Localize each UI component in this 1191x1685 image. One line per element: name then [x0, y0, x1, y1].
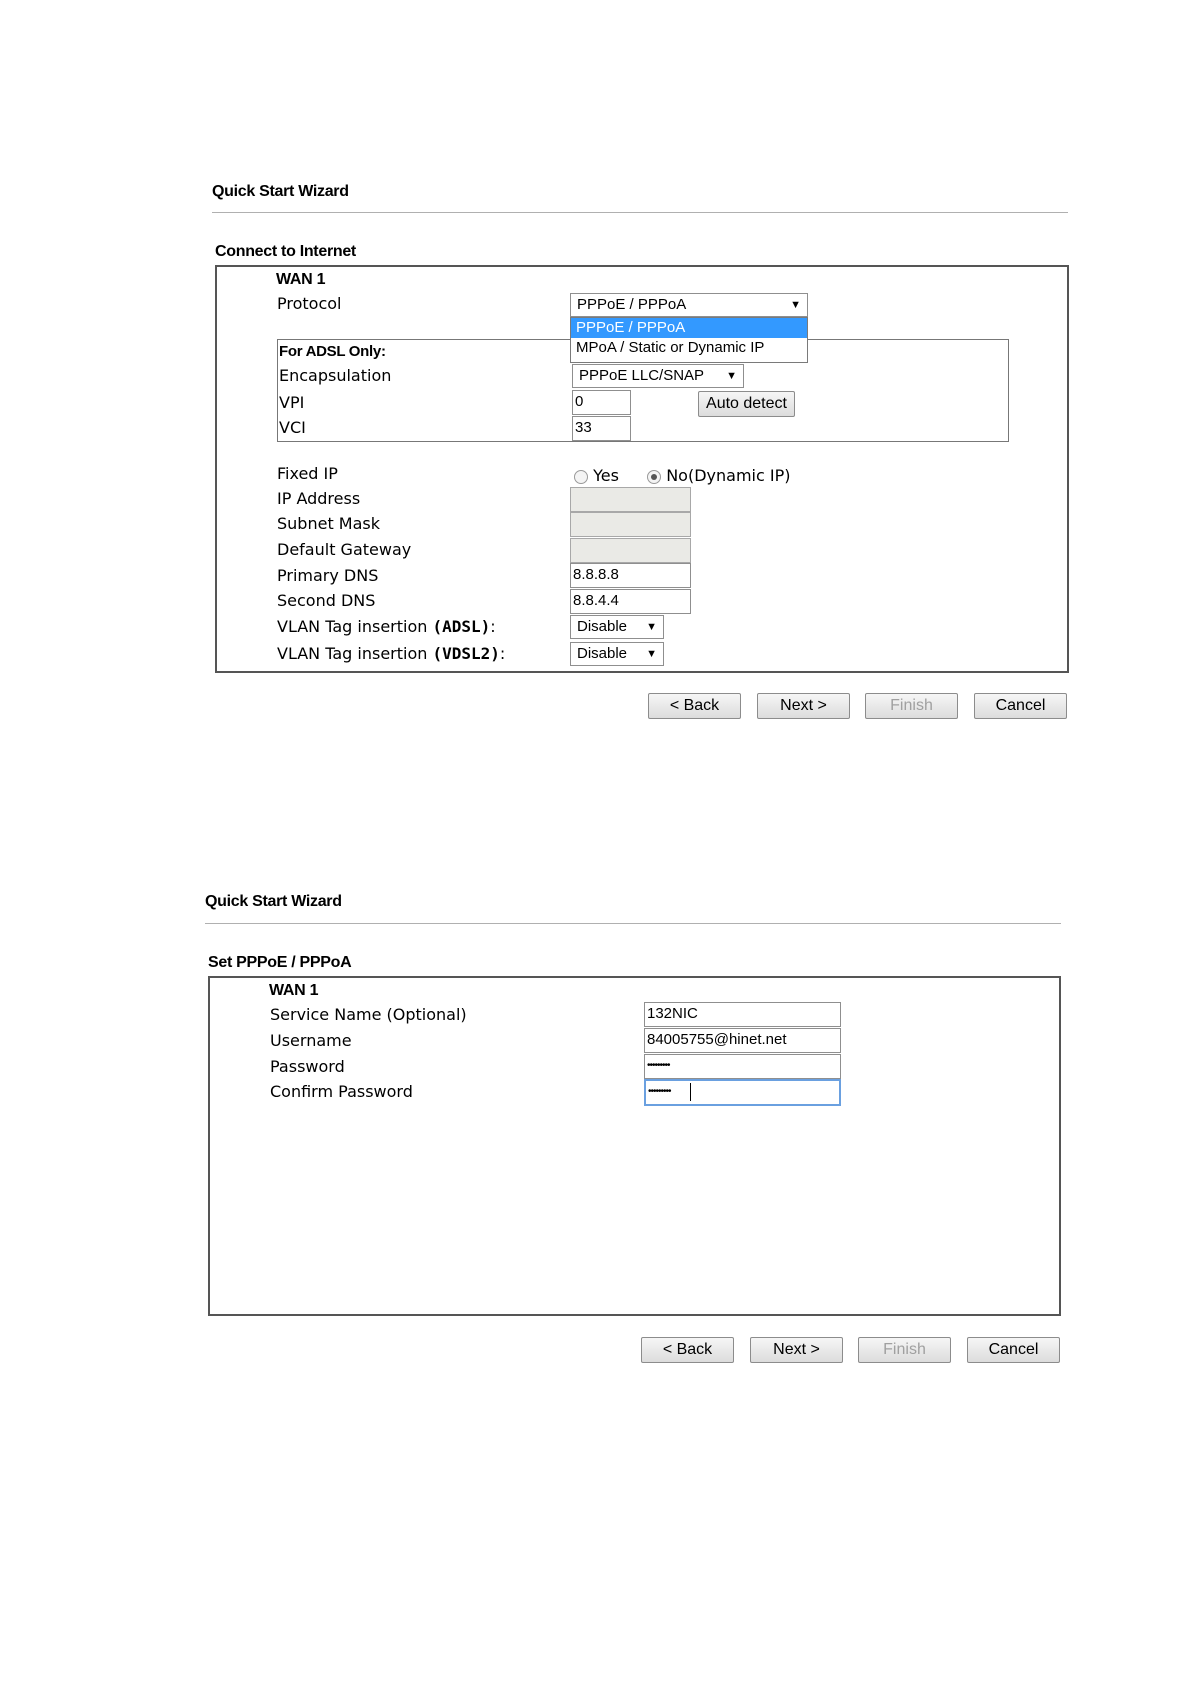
- vlan-adsl-label-text: VLAN Tag insertion: [277, 617, 433, 636]
- second-dns-label: Second DNS: [277, 591, 376, 610]
- set-pppoe-panel: [208, 976, 1061, 1316]
- cancel-button-2[interactable]: Cancel: [967, 1337, 1060, 1363]
- vlan-adsl-select[interactable]: [570, 615, 664, 639]
- wan-label-2: WAN 1: [269, 982, 319, 999]
- encapsulation-select-value: PPPoE LLC/SNAP: [579, 367, 705, 384]
- service-name-label: Service Name (Optional): [270, 1005, 467, 1024]
- vlan-adsl-label-colon: :: [490, 617, 496, 636]
- protocol-option-pppoe[interactable]: PPPoE / PPPoA: [571, 318, 807, 338]
- encapsulation-label: Encapsulation: [279, 366, 392, 385]
- chevron-down-icon: ▼: [726, 370, 737, 382]
- chevron-down-icon: ▼: [646, 648, 657, 660]
- default-gateway-label: Default Gateway: [277, 540, 412, 559]
- protocol-label: Protocol: [277, 294, 342, 313]
- vlan-vdsl-select-value: Disable: [577, 645, 628, 662]
- wizard-title: Quick Start Wizard: [212, 183, 349, 200]
- vlan-vdsl-label-colon: :: [499, 644, 506, 663]
- title-divider-2: [205, 923, 1061, 924]
- subnet-mask-input[interactable]: [570, 512, 691, 537]
- username-input[interactable]: 84005755@hinet.net: [644, 1028, 841, 1053]
- text-caret: [690, 1083, 691, 1101]
- vci-input[interactable]: 33: [572, 416, 631, 441]
- encapsulation-select[interactable]: [572, 364, 744, 388]
- title-divider: [212, 212, 1068, 213]
- vpi-label: VPI: [279, 393, 305, 412]
- vlan-vdsl-label: [277, 644, 505, 664]
- vci-label: VCI: [279, 418, 306, 437]
- finish-button[interactable]: Finish: [865, 693, 958, 719]
- vlan-adsl-label: [277, 617, 496, 637]
- fixed-ip-radio-group: [574, 466, 790, 486]
- section-title: Connect to Internet: [215, 243, 356, 260]
- fixed-ip-yes-label: Yes: [593, 466, 619, 485]
- next-button[interactable]: Next >: [757, 693, 850, 719]
- wan-label: WAN 1: [276, 271, 326, 288]
- chevron-down-icon: ▼: [646, 621, 657, 633]
- adsl-only-title: For ADSL Only:: [279, 343, 386, 360]
- fixed-ip-label: Fixed IP: [277, 464, 338, 483]
- subnet-mask-label: Subnet Mask: [277, 514, 381, 533]
- primary-dns-label: Primary DNS: [277, 566, 379, 585]
- back-button[interactable]: < Back: [648, 693, 741, 719]
- protocol-option-mpoa[interactable]: MPoA / Static or Dynamic IP: [576, 339, 765, 356]
- default-gateway-input[interactable]: [570, 538, 691, 563]
- section-title-2: Set PPPoE / PPPoA: [208, 954, 352, 971]
- confirm-password-label: Confirm Password: [270, 1082, 413, 1101]
- protocol-select[interactable]: [570, 293, 808, 317]
- username-label: Username: [270, 1031, 352, 1050]
- cancel-button[interactable]: Cancel: [974, 693, 1067, 719]
- protocol-dropdown-list: [570, 317, 808, 363]
- wizard-title-2: Quick Start Wizard: [205, 893, 342, 910]
- fixed-ip-no-radio[interactable]: [647, 470, 661, 484]
- vlan-vdsl-label-text: VLAN Tag insertion: [277, 644, 433, 663]
- confirm-password-input[interactable]: •••••••••: [644, 1079, 841, 1106]
- vlan-vdsl-label-bold: (VDSL2): [432, 644, 500, 663]
- fixed-ip-yes-radio[interactable]: [574, 470, 588, 484]
- vpi-input[interactable]: 0: [572, 390, 631, 415]
- chevron-down-icon: ▼: [790, 299, 801, 311]
- vlan-vdsl-select[interactable]: [570, 642, 664, 666]
- password-input[interactable]: •••••••••: [644, 1054, 841, 1079]
- fixed-ip-no-label: No(Dynamic IP): [666, 466, 791, 485]
- ip-address-label: IP Address: [277, 489, 361, 508]
- primary-dns-input[interactable]: 8.8.8.8: [570, 563, 691, 588]
- service-name-input[interactable]: 132NIC: [644, 1002, 841, 1027]
- second-dns-input[interactable]: 8.8.4.4: [570, 589, 691, 614]
- vlan-adsl-label-bold: (ADSL): [432, 617, 491, 636]
- ip-address-input[interactable]: [570, 487, 691, 512]
- protocol-select-value: PPPoE / PPPoA: [577, 296, 687, 313]
- vlan-adsl-select-value: Disable: [577, 618, 628, 635]
- next-button-2[interactable]: Next >: [750, 1337, 843, 1363]
- password-label: Password: [270, 1057, 345, 1076]
- back-button-2[interactable]: < Back: [641, 1337, 734, 1363]
- auto-detect-button[interactable]: Auto detect: [698, 391, 795, 417]
- finish-button-2[interactable]: Finish: [858, 1337, 951, 1363]
